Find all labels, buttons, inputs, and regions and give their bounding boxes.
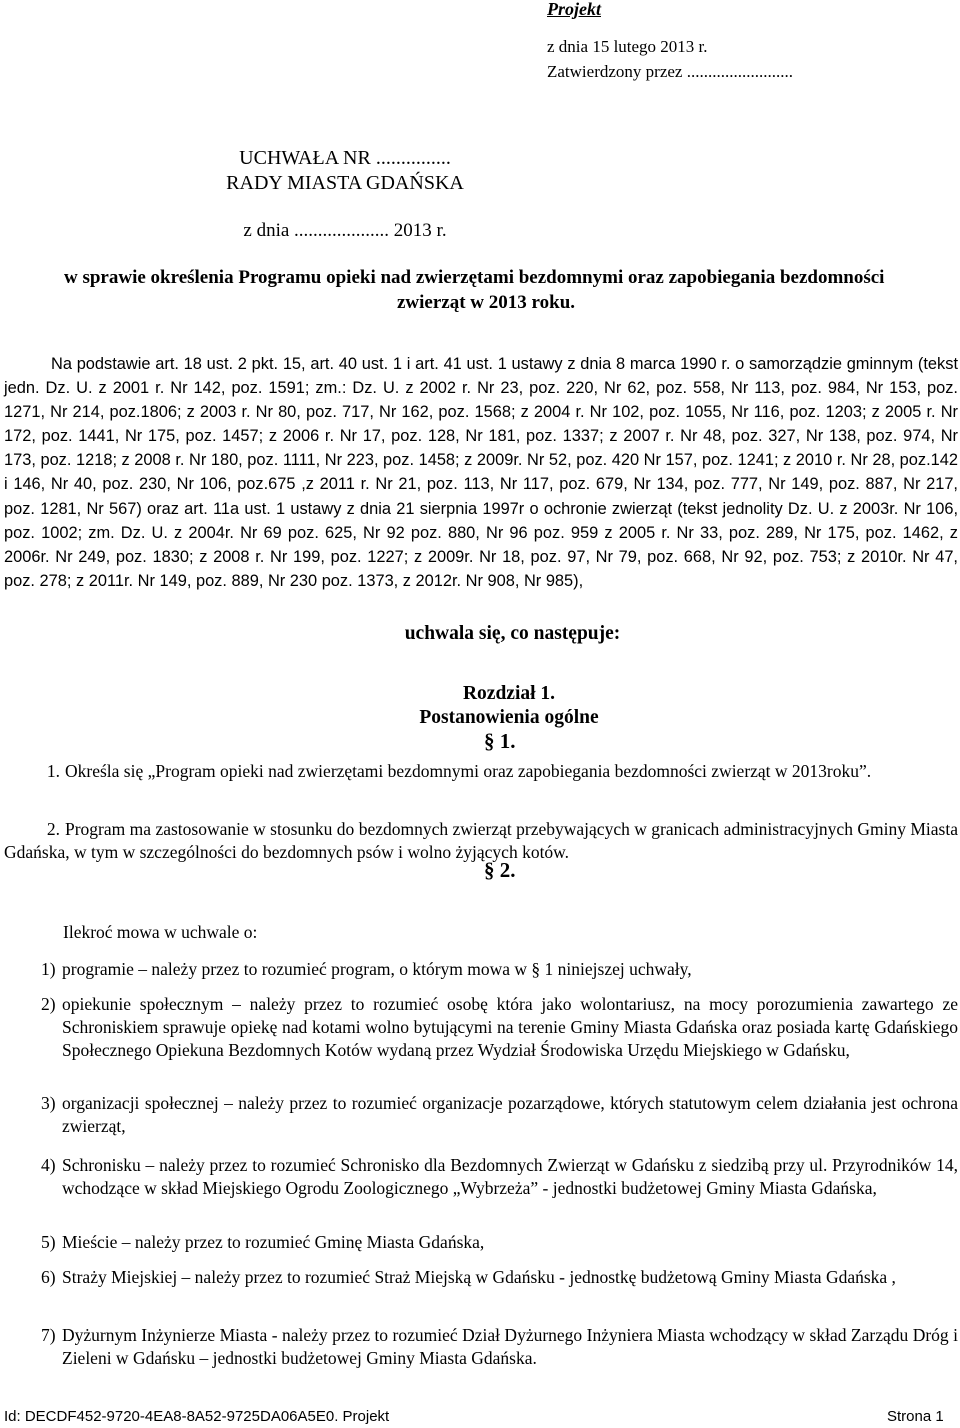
project-date: z dnia 15 lutego 2013 r. <box>547 37 708 56</box>
definition-item <box>41 1154 958 1200</box>
definition-text: Dyżurnym Inżynierze Miasta - należy przez to rozumieć Dział Dyżurnego Inżyniera Miasta wchodzący w skład Zarządu Dróg i Zieleni w Gdańsku – jednostki budżetowej Gminy Miasta Gdańska. <box>62 1325 958 1368</box>
project-label: Projekt <box>547 0 601 19</box>
definition-number: 4) <box>41 1155 56 1175</box>
resolved-heading: uchwala się, co następuje: <box>404 623 621 644</box>
approved-by-line: Zatwierdzony przez ......................... <box>547 62 793 81</box>
resolution-council: RADY MIASTA GDAŃSKA <box>226 172 464 194</box>
definition-text: opiekunie społecznym – należy przez to rozumieć osobę która jako wolontariusz, na mocy porozumienia zawartego ze Schroniskiem sprawuje opiekę nad kotami wolno bytującymi na terenie Gminy Miasta Gdańska oraz posiada kartę Gdańskiego Społecznego Opiekuna Bezdomnych Kotów wydaną przez Wydział Środowiska Urzędu Miejskiego w Gdańsku, <box>62 994 958 1060</box>
item-number: 1. <box>46 761 60 781</box>
resolution-subject-line2: zwierząt w 2013 roku. <box>397 292 576 313</box>
definition-text: Mieście – należy przez to rozumieć Gminę Miasta Gdańska, <box>62 1232 485 1252</box>
definition-text: Straży Miejskiej – należy przez to rozumieć Straż Miejską w Gdańsku - jednostkę budżetową Gminy Miasta Gdańska , <box>62 1267 896 1287</box>
section-sign-icon: § <box>484 858 495 882</box>
resolution-title: UCHWAŁA NR ............... <box>239 147 451 169</box>
definition-number: 3) <box>41 1093 56 1113</box>
legal-basis <box>4 352 958 593</box>
definition-number: 1) <box>41 959 56 979</box>
chapter-name: Postanowienia ogólne <box>419 707 599 728</box>
definition-number: 5) <box>41 1232 56 1252</box>
definition-item <box>41 1324 958 1370</box>
definition-item <box>41 1231 958 1254</box>
definition-item <box>41 993 958 1062</box>
definition-text: Schronisku – należy przez to rozumieć Schronisko dla Bezdomnych Zwierząt w Gdańsku z siedzibą przy ul. Przyrodników 14, wchodzące w skład Miejskiego Ogrodu Zoologicznego „Wybrzeża” - jednostki budżetowej Gminy Miasta Gdańska, <box>62 1155 958 1198</box>
item-text: Określa się „Program opieki nad zwierzętami bezdomnymi oraz zapobiegania bezdomności zwierząt w 2013roku”. <box>65 761 872 781</box>
definition-number: 6) <box>41 1267 56 1287</box>
resolution-subject-line1: w sprawie określenia Programu opieki nad zwierzętami bezdomnymi oraz zapobiegania bezdomności <box>64 267 885 288</box>
section-2-marker: § 2. <box>484 858 516 882</box>
section-sign-icon: § <box>484 729 495 753</box>
page-number: Strona 1 <box>887 1408 944 1425</box>
definition-text: programie – należy przez to rozumieć program, o którym mowa w § 1 niniejszej uchwały, <box>62 959 692 979</box>
section-1-item <box>4 760 958 783</box>
definition-number: 7) <box>41 1325 56 1345</box>
definition-item <box>41 1092 958 1138</box>
document-id-footer: Id: DECDF452-9720-4EA8-8A52-9725DA06A5E0. Projekt <box>4 1408 390 1425</box>
section-1-item <box>4 818 958 864</box>
legal-basis-text: Na podstawie art. 18 ust. 2 pkt. 15, art. 40 ust. 1 i art. 41 ust. 1 ustawy z dnia 8 marca 1990 r. o samorządzie gminnym (tekst jedn. Dz. U. z 2001 r. Nr 142, poz. 1591; zm.: Dz. U. z 2002 r. Nr 23, poz. 220, Nr 62, poz. 558, Nr 113, poz. 984, Nr 153, poz. 1271, Nr 214, poz.1806; z 2003 r. Nr 80, poz. 717, Nr 162, poz. 1568; z 2004 r. Nr 102, poz. 1055, Nr 116, poz. 1203; z 2005 r. Nr 172, poz. 1441, Nr 175, poz. 1457; z 2006 r. Nr 17, poz. 128, Nr 181, poz. 1337; z 2007 r. Nr 48, poz. 327, Nr 138, poz. 974, Nr 173, poz. 1218; z 2008 r. Nr 180, poz. 1111, Nr 223, poz. 1458; z 2009r. Nr 52, poz. 420 Nr 157, poz. 1241; z 2010 r. Nr 28, poz.142 i 146, Nr 40, poz. 230, Nr 106, poz.675 ,z 2011 r. Nr 21, poz. 113, Nr 117, poz. 679, Nr 134, poz. 777, Nr 149, poz. 887, Nr 217, poz. 1281, Nr 567) oraz art. 11a ust. 1 ustawy z dnia 21 sierpnia 1997r o ochronie zwierząt (tekst jednolity Dz. U. z 2003r. Nr 106, poz. 1002; zm. Dz. U. z 2004r. Nr 69 poz. 625, Nr 92 poz. 880, Nr 96 poz. 959 z 2005 r. Nr 33, poz. 289, Nr 175, poz. 1462, z 2006r. Nr 249, poz. 1830; z 2008 r. Nr 199, poz. 1227; z 2009r. Nr 18, poz. 97, Nr 79, poz. 668, Nr 92, poz. 753; z 2010r. Nr 47, poz. 278; z 2011r. Nr 149, poz. 889, Nr 230 poz. 1373, z 2012r. Nr 908, Nr 985), <box>4 355 958 590</box>
resolution-date: z dnia .................... 2013 r. <box>243 220 447 241</box>
section-1-marker: § 1. <box>484 729 516 753</box>
definition-number: 2) <box>41 994 56 1014</box>
definitions-intro: Ilekroć mowa w uchwale o: <box>63 922 258 942</box>
item-number: 2. <box>46 819 60 839</box>
item-text: Program ma zastosowanie w stosunku do bezdomnych zwierząt przebywających w granicach administracyjnych Gminy Miasta Gdańska, w tym w szczególności do bezdomnych psów i wolno żyjących kotów. <box>4 819 958 862</box>
chapter-title: Rozdział 1. <box>462 683 556 704</box>
definition-item <box>41 958 958 981</box>
definition-item <box>41 1266 958 1289</box>
definition-text: organizacji społecznej – należy przez to rozumieć organizacje pozarządowe, których statutowym celem działania jest ochrona zwierząt, <box>62 1093 958 1136</box>
